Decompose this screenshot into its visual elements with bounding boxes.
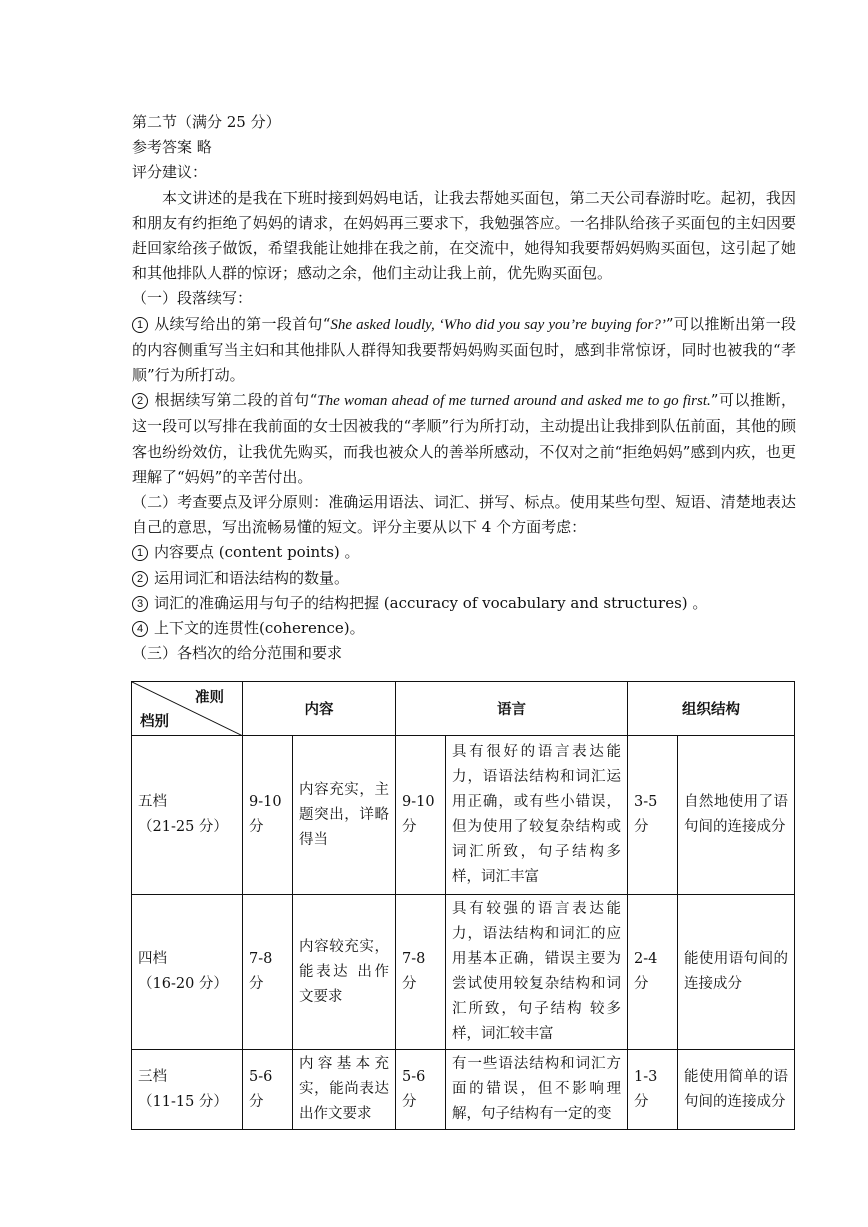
corner-header-cell xyxy=(132,682,243,736)
item-text: ”可以推断，这一段可以写排在我前面的女士因被我的“孝顺”行为所打动，主动提出让我排到队伍前面，其他的顾客也纷纷效仿，让我优先购买，而我也被众人的善举所感动，不仅对之前“拒绝妈妈”感到内疚，也更理解了“妈妈”的辛苦付出。 xyxy=(132,391,796,486)
criteria-text: 词汇的准确运用与句子的结构把握 (accuracy of vocabulary and structures) 。 xyxy=(154,593,708,612)
structure-desc-cell: 自然地使用了语句间的连接成分 xyxy=(678,736,795,895)
circled-number: 4 xyxy=(132,621,148,637)
criteria-text: 内容要点 (content points) 。 xyxy=(154,543,360,562)
scoring-suggestion-label: 评分建议： xyxy=(132,163,208,182)
criteria-point xyxy=(132,566,796,591)
structure-desc-cell: 能使用简单的语句间的连接成分 xyxy=(678,1050,795,1130)
part1-item-2 xyxy=(132,388,796,490)
part1-item-1 xyxy=(132,312,796,389)
structure-score-cell: 3-5 分 xyxy=(628,736,678,895)
language-desc-cell: 具有较强的语言表达能力，语法结构和词汇的应用基本正确，错误主要为尝试使用较复杂结构和词汇所致，句子结构 较多样，词汇较丰富 xyxy=(446,895,628,1050)
criteria-point xyxy=(132,616,796,641)
content-desc-cell: 内容基本充实，能尚表达出作文要求 xyxy=(293,1050,396,1130)
content-column-header: 内容 xyxy=(243,682,396,736)
language-desc-cell: 具有很好的语言表达能力，语语法结构和词汇运用正确，或有些小错误，但为使用了较复杂结构或词汇所致，句子结构多样，词汇丰富 xyxy=(446,736,628,895)
content-desc-cell: 内容较充实，能表达 出作文要求 xyxy=(293,895,396,1050)
section-title: 第二节（满分 25 分） xyxy=(132,113,281,131)
circled-number: 2 xyxy=(132,393,148,409)
level-name: 四档 xyxy=(138,951,167,967)
criteria-label: 准则 xyxy=(195,690,224,706)
grading-table xyxy=(131,681,795,1130)
part1-heading: （一）段落续写： xyxy=(132,289,253,308)
criteria-text: 运用词汇和语法结构的数量。 xyxy=(154,568,350,587)
content-score-cell: 9-10 分 xyxy=(243,736,293,895)
language-column-header: 语言 xyxy=(396,682,628,736)
circled-number: 2 xyxy=(132,571,148,587)
part2-heading: （二）考查要点及评分原则：准确运用语法、词汇、拼写、标点。使用某些句型、短语、清楚地表达自己的意思，写出流畅易懂的短文。评分主要从以下 4 个方面考虑： xyxy=(132,493,796,537)
level-cell xyxy=(132,1050,243,1130)
language-score-cell: 9-10 分 xyxy=(396,736,446,895)
structure-score-cell: 1-3 分 xyxy=(628,1050,678,1130)
circled-number: 1 xyxy=(132,545,148,561)
table-header-row xyxy=(132,682,795,736)
content-score-cell: 7-8 分 xyxy=(243,895,293,1050)
language-score-cell: 7-8 分 xyxy=(396,895,446,1050)
item-text: 根据续写第二段的首句“ xyxy=(154,391,318,410)
story-summary: 本文讲述的是我在下班时接到妈妈电话，让我去帮她买面包，第二天公司春游时吃。起初，我因和朋友有约拒绝了妈妈的请求，在妈妈再三要求下，我勉强答应。一名排队给孩子买面包的主妇因要赶回家给孩子做饭，希望我能让她排在我之前，在交流中，她得知我要帮妈妈购买面包，这引起了她和其他排队人群的惊讶；感动之余，他们主动让我上前，优先购买面包。 xyxy=(132,188,796,283)
structure-column-header: 组织结构 xyxy=(628,682,795,736)
content-score-cell: 5-6 分 xyxy=(243,1050,293,1130)
criteria-point xyxy=(132,540,796,565)
level-range: （21-25 分） xyxy=(138,819,228,835)
criteria-text: 上下文的连贯性(coherence)。 xyxy=(154,619,365,638)
item-text: 从续写给出的第一段首句“ xyxy=(154,314,331,333)
level-range: （16-20 分） xyxy=(138,976,228,992)
table-row xyxy=(132,736,795,895)
level-name: 五档 xyxy=(138,794,167,810)
level-range: （11-15 分） xyxy=(138,1093,228,1110)
content-desc-cell: 内容充实，主题突出，详略得当 xyxy=(293,736,396,895)
item-text: ”可以推断出第一段的内容侧重写当主妇和其他排队人群得知我要帮妈妈购买面包时，感到非常惊讶，同时也被我的“孝顺”行为所打动。 xyxy=(132,314,796,385)
circled-number: 3 xyxy=(132,596,148,612)
table-row xyxy=(132,895,795,1050)
level-name: 三档 xyxy=(138,1068,167,1085)
language-desc-cell: 有一些语法结构和词汇方面的错误，但不影响理解，句子结构有一定的变 xyxy=(446,1050,628,1130)
structure-score-cell: 2-4 分 xyxy=(628,895,678,1050)
language-score-cell: 5-6 分 xyxy=(396,1050,446,1130)
level-cell xyxy=(132,736,243,895)
document-body xyxy=(132,110,796,666)
answer-reference: 参考答案 略 xyxy=(132,138,212,157)
level-cell xyxy=(132,895,243,1050)
structure-desc-cell: 能使用语句间的连接成分 xyxy=(678,895,795,1050)
quoted-sentence: The woman ahead of me turned around and asked me to go first. xyxy=(317,393,711,410)
level-label: 档别 xyxy=(140,714,169,730)
quoted-sentence: She asked loudly, ‘Who did you say you’re buying for?’ xyxy=(330,316,666,333)
criteria-point xyxy=(132,591,796,616)
circled-number: 1 xyxy=(132,317,148,333)
table-row xyxy=(132,1050,795,1130)
part3-heading: （三）各档次的给分范围和要求 xyxy=(132,644,343,663)
